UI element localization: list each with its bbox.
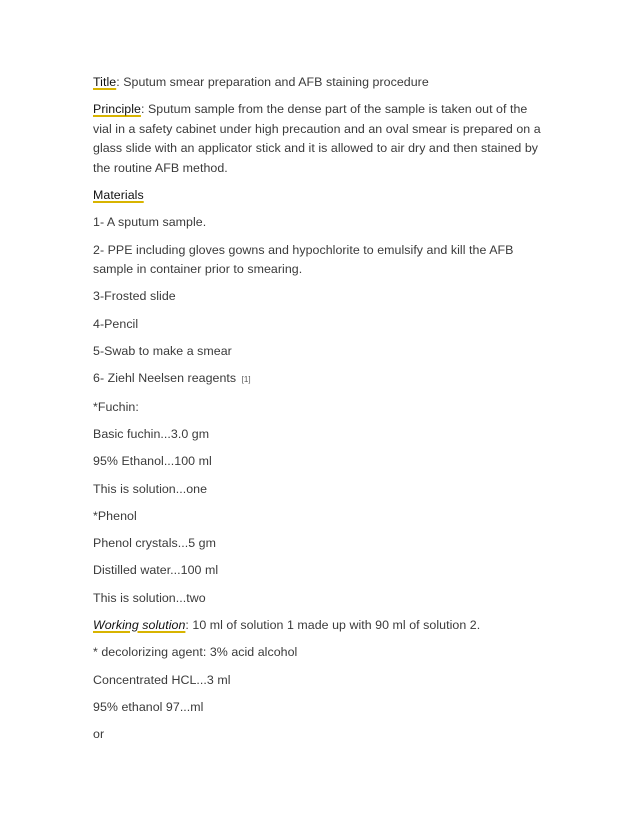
reagent-line: 95% ethanol 97...ml: [93, 699, 204, 714]
document-body: [93, 73, 548, 753]
reagent-line: 95% Ethanol...100 ml: [93, 454, 212, 469]
principle-label: Principle: [93, 102, 141, 117]
title-label: Title: [93, 75, 117, 89]
materials-heading: [93, 186, 548, 206]
material-item: 1- A sputum sample.: [93, 215, 207, 230]
reagent-line: *Fuchin:: [93, 399, 139, 414]
principle-text: : Sputum sample from the dense part of the sample is taken out of the vial in a safety cabinet under high precaution and an oval smear is prepared on a glass slide with an applicator stick and it is allowed to air dry and then stained by the routine AFB method.: [93, 102, 541, 175]
reagent-line: or: [93, 727, 105, 742]
reagent-line: *Phenol: [93, 508, 137, 523]
reagent-line: Concentrated HCL...3 ml: [93, 672, 231, 687]
reagent-line: * decolorizing agent: 3% acid alcohol: [93, 645, 298, 660]
working-solution-label: Working solution: [93, 618, 186, 633]
reagent-line: This is solution...one: [93, 481, 208, 496]
working-solution-paragraph: [93, 616, 548, 636]
principle-paragraph: [93, 100, 548, 178]
material-item: 5-Swab to make a smear: [93, 344, 232, 359]
title-paragraph: [93, 73, 548, 93]
material-item: 2- PPE including gloves gowns and hypochlorite to emulsify and kill the AFB sample in container prior to smearing.: [93, 242, 514, 277]
reagent-line: Basic fuchin...3.0 gm: [93, 426, 210, 441]
reagent-line: Distilled water...100 ml: [93, 563, 219, 578]
reference-link[interactable]: [1]: [241, 375, 251, 385]
reagent-line: Phenol crystals...5 gm: [93, 536, 216, 551]
working-solution-text: : 10 ml of solution 1 made up with 90 ml of solution 2.: [185, 618, 481, 633]
material-item: 3-Frosted slide: [93, 289, 176, 304]
title-text: : Sputum smear preparation and AFB staining procedure: [116, 75, 429, 89]
reagents-text: 6- Ziehl Neelsen reagents: [93, 371, 237, 386]
materials-heading-text: Materials: [93, 188, 144, 203]
reagent-line: This is solution...two: [93, 590, 206, 605]
material-item: 4-Pencil: [93, 316, 139, 331]
reagents-item: [93, 369, 548, 390]
